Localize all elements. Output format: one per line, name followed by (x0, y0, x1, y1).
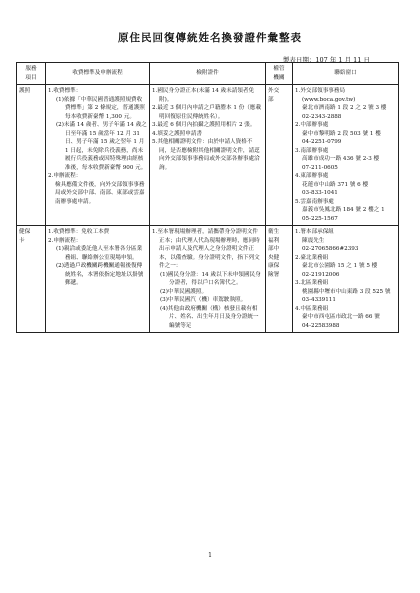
table-row (17, 226, 399, 333)
row-window: 1.署本部承保組 陳震先生 02-27065866#2393 2.臺北業務組 臺北市公園路 15 之 1 號 5 樓 02-21912006 3.北區業務組 桃園縣中壢市中山東路 3 段 525 號 03-4339111 4.中區業務組 臺中市西屯區市政北一路 66 號 04-22583988 (293, 226, 399, 333)
table-row (17, 85, 399, 226)
header-window: 聯絡窗口 (293, 63, 399, 85)
row-standard: 1.收費標準： (1)依據「中華民國普通護照規費收費標準」第 2 條規定，普通護照每本收費新臺幣 1,300 元。 (2)未滿 14 歲者、男子年滿 14 歲之日至年滿 15 歲當年 12 月 31 日、男子年滿 15 歲之翌年 1 月 1 日起，未免除兵役義務，尚未履行兵役義務或因特殊理由經核准後，每本收費新臺幣 900 元。 2.申辦流程： 檢具應備文件後，向外交部領事事務局或外交部中部、南部、東部或雲嘉南辦事處申請。 (46, 85, 150, 226)
row-item: 護照 (17, 85, 46, 226)
row-org: 衛生 福利 部中 央健 康保 險署 (266, 226, 293, 333)
header-org: 權管 機關 (266, 63, 293, 85)
document-title: 原住民回復傳統姓名換發證件彙整表 (118, 32, 302, 44)
header-documents: 檢附證件 (150, 63, 266, 85)
row-documents: 1.至本署現場辦理者，請攜帶身分證明文件正本；由代理人代為現場辦理時，應同時出示申請人及代理人之身分證明文件正本，以備查驗。身分證明文件，指下列文件之一： (1)國民身分證：14 歲以下未申領國民身分證者，得以戶口名簿代之。 (2)中華民國護照。 (3)中華民國汽（機）車駕駛執照。 (4)其他由政府機關（構）核發且載有相片、姓名、出生年月日及身分證統一編號等足 (150, 226, 266, 333)
header-item: 服務 項目 (17, 63, 46, 85)
header-row (17, 63, 399, 85)
row-documents: 1.國民身分證正本(未滿 14 歲未請領者免附)。 2.最近 3 個月內申請之戶籍謄本 1 份（應載明回復原住民傳統姓名）。 3.最近 6 個月內拍攝之護照用相片 2 張。 4.填妥之護照申請書 5.其他相關證明文件：由於申請人資格不同，是否應檢附其他相關證明文件，請逕向外交部領事事務局或外交部各辦事處洽詢。 (150, 85, 266, 226)
row-org: 外交 部 (266, 85, 293, 226)
row-item: 健保 卡 (17, 226, 46, 333)
header-standard: 收費標準及申辦流程 (46, 63, 150, 85)
date-stamp: 製表日期：107 年 1 月 11 日 (282, 56, 370, 64)
row-window: 1.外交部領事事務局 (www.boca.gov.tw) 臺北市濟南路 1 段 2 之 2 號 3 樓 02-2343-2888 2.中部辦事處 臺中市黎明路 2 段 503 號 1 樓 04-2251-0799 3.南部辦事處 高雄市成功一路 436 號 2-3 樓 07-211-0605 4.東部辦事處 花蓮市中山路 371 號 6 樓 03-833-1041 5.雲嘉南辦事處 嘉義市吳鳳北路 184 號 2 樓之 1 05-225-1567 (293, 85, 399, 226)
row-standard: 1.收費標準：免收工本費 2.申辦流程： (1)親洽或委託他人至本署各分區業務組、聯絡辦公室現場申領。 (2)透過戶政機關跨機關通報後復傳統姓名，本署依指定地址以掛號郵遞。 (46, 226, 150, 333)
summary-table (16, 62, 399, 333)
page-number: 1 (208, 552, 212, 559)
